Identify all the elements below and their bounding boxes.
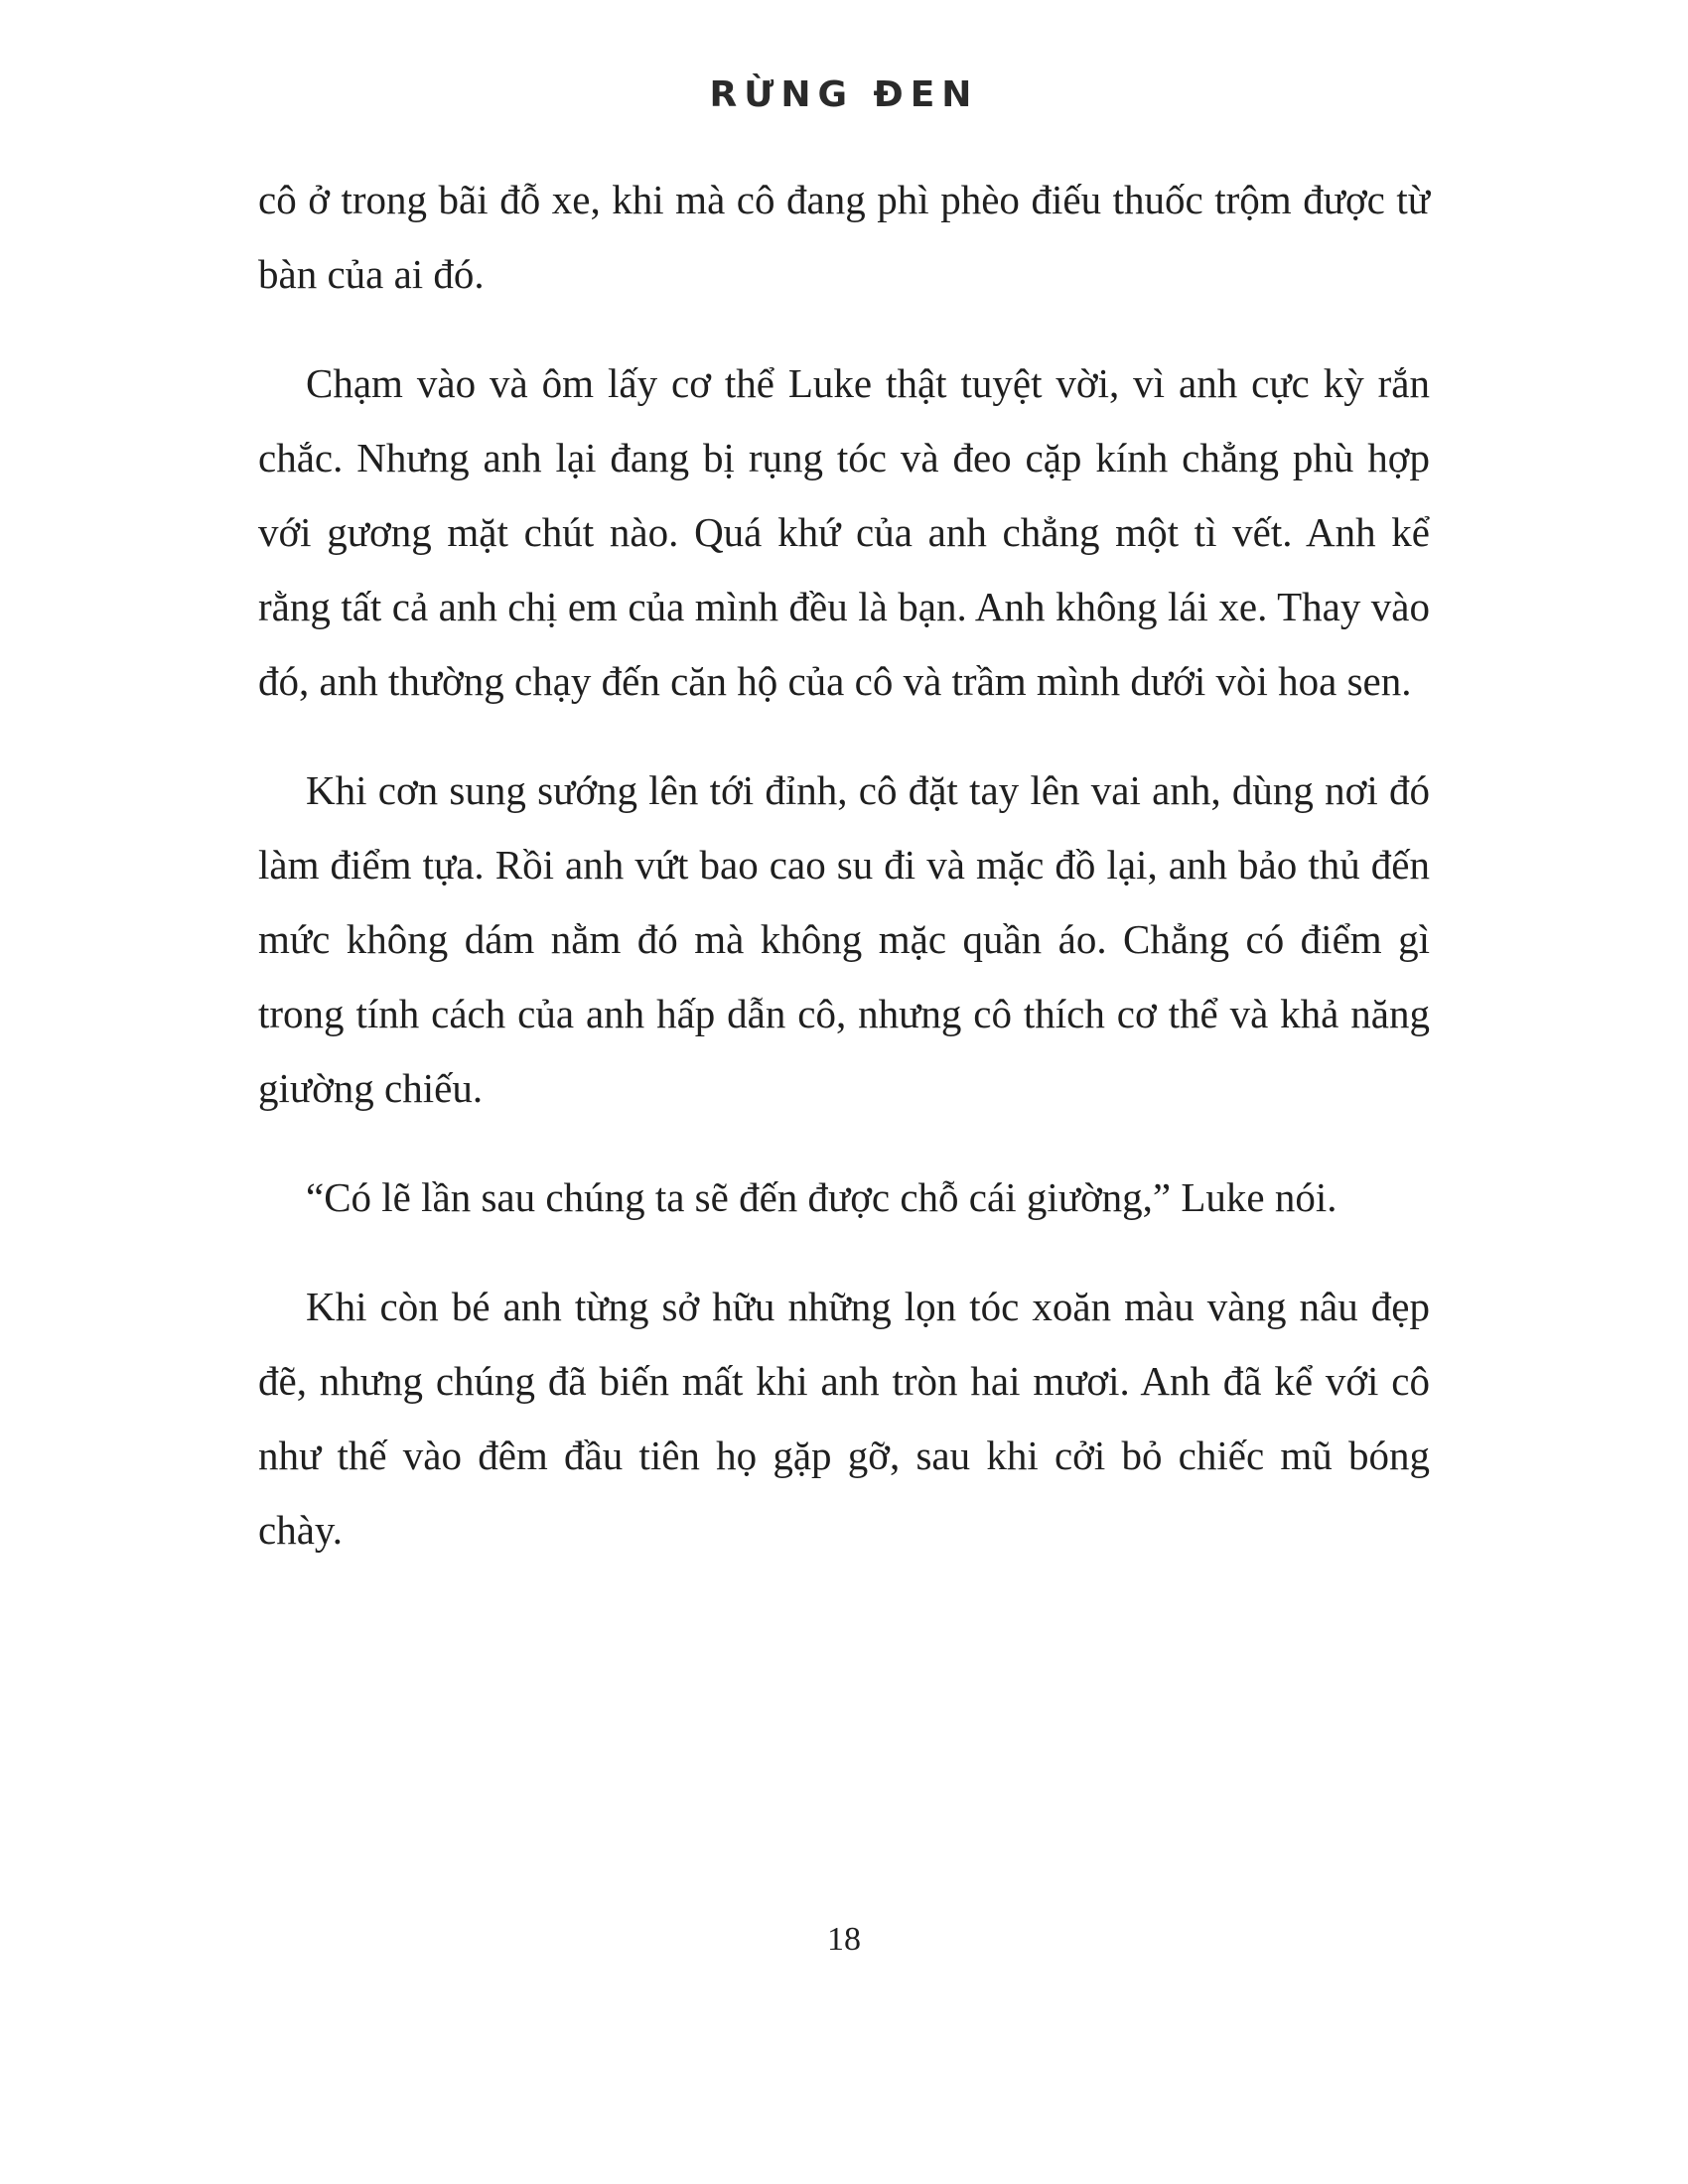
page-number: 18 bbox=[827, 1921, 861, 1958]
paragraph: Khi còn bé anh từng sở hữu những lọn tóc xoăn màu vàng nâu đẹp đẽ, nhưng chúng đã biến mất khi anh tròn hai mươi. Anh đã kể với cô như thế vào đêm đầu tiên họ gặp gỡ, sau khi cởi bỏ chiếc mũ bóng chày. bbox=[258, 1284, 1430, 1553]
paragraph: Chạm vào và ôm lấy cơ thể Luke thật tuyệt vời, vì anh cực kỳ rắn chắc. Nhưng anh lại đang bị rụng tóc và đeo cặp kính chẳng phù hợp với gương mặt chút nào. Quá khứ của anh chẳng một tì vết. Anh kể rằng tất cả anh chị em của mình đều là bạn. Anh không lái xe. Thay vào đó, anh thường chạy đến căn hộ của cô và trầm mình dưới vòi hoa sen. bbox=[258, 360, 1430, 704]
paragraph-dialogue: “Có lẽ lần sau chúng ta sẽ đến được chỗ cái giường,” Luke nói. bbox=[306, 1174, 1337, 1220]
paragraph: Khi cơn sung sướng lên tới đỉnh, cô đặt tay lên vai anh, dùng nơi đó làm điểm tựa. Rồi anh vứt bao cao su đi và mặc đồ lại, anh bảo thủ đến mức không dám nằm đó mà không mặc quần áo. Chẳng có điểm gì trong tính cách của anh hấp dẫn cô, nhưng cô thích cơ thể và khả năng giường chiếu. bbox=[258, 767, 1430, 1111]
body-text-column bbox=[258, 163, 1430, 1568]
paragraph: cô ở trong bãi đỗ xe, khi mà cô đang phì phèo điếu thuốc trộm được từ bàn của ai đó. bbox=[258, 177, 1430, 297]
chapter-running-header: RỪNG ĐEN bbox=[709, 74, 979, 115]
